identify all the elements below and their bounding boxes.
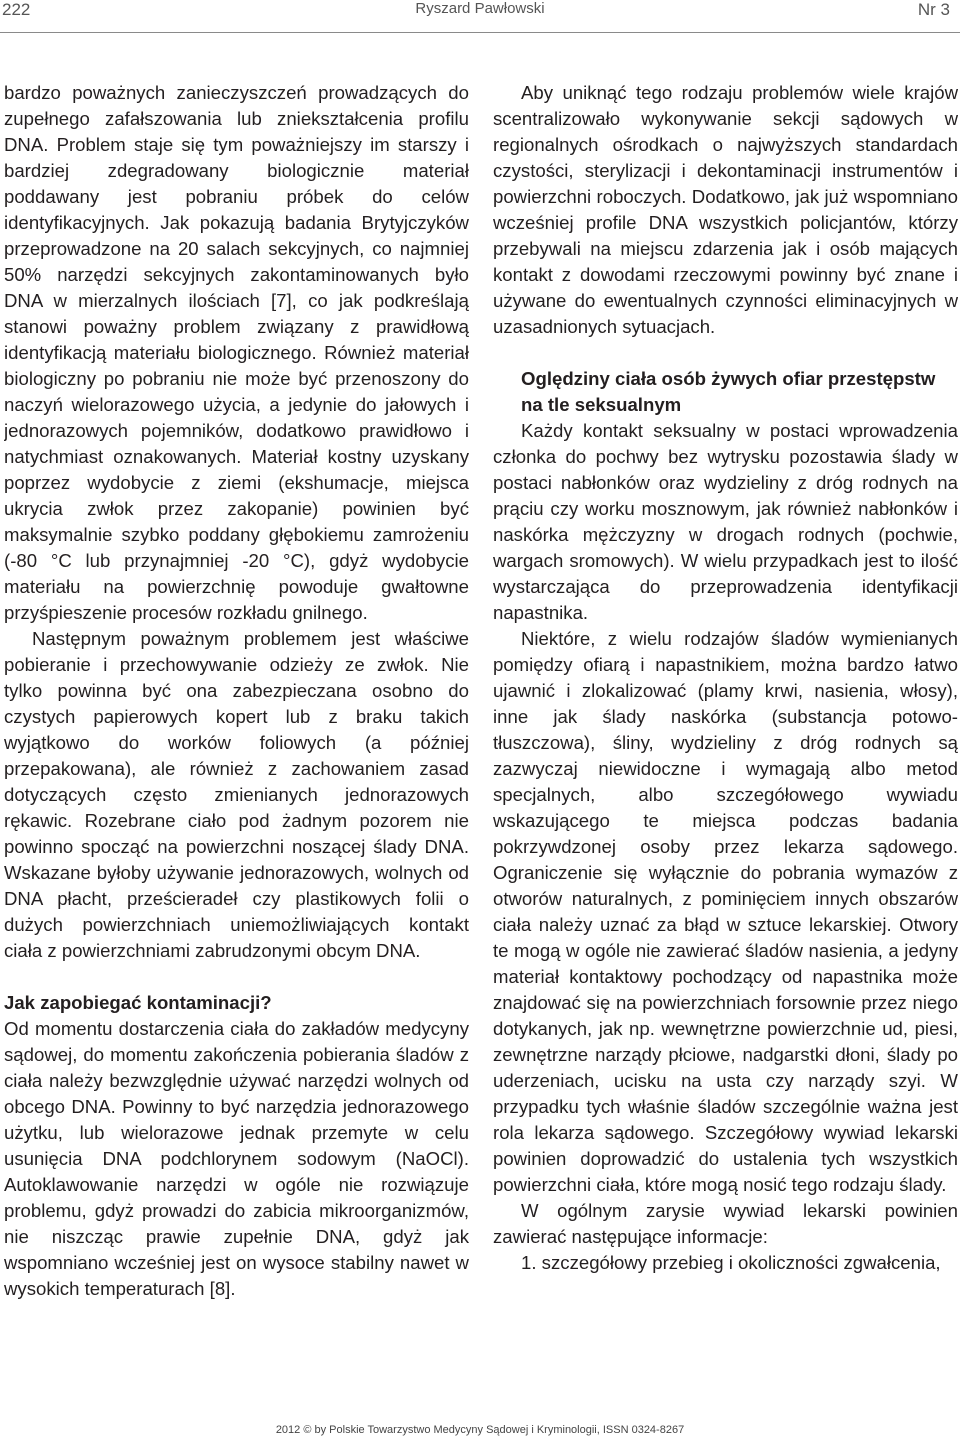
- right-paragraph-1: Aby uniknąć tego rodzaju problemów wiele krajów scentralizowało wykonywanie sekcji sądowych w regionalnych ośrodkach o najwyższych standardach czystości, sterylizacji i dekontaminacji instrumentów i powierzchni roboczych. Dodatkowo, jak już wspomniano wcześniej profile DNA wszystkich policjantów, którzy przebywali na miejscu zdarzenia jak i osób mających kontakt z dowodami rzeczowymi powinny być znane i używane do ewentualnych czynności eliminacyjnych w uzasadnionych sytuacjach.: [493, 82, 958, 337]
- section-heading-examination: Oględziny ciała osób żywych ofiar przestępstw na tle seksualnym: [521, 368, 936, 415]
- running-author: Ryszard Pawłowski: [415, 0, 545, 17]
- running-header: [0, 0, 960, 32]
- footer-text: 2012 © by Polskie Towarzystwo Medycyny Sądowej i Kryminologii, ISSN 0324-8267: [275, 1424, 685, 1436]
- right-paragraph-4: W ogólnym zarysie wywiad lekarski powinien zawierać następujące informacje:: [493, 1200, 958, 1247]
- right-paragraph-2: Każdy kontakt seksualny w postaci wprowadzenia członka do pochwy bez wytrysku pozostawia ślady w postaci nabłonków oraz wydzieliny z dróg rodnych na prąciu czy worku mosznowym, jak również nabłonków i naskórka mężczyzny w drogach rodnych (pochwie, wargach sromowych). W wielu przypadkach jest to ilość wystarczająca do przeprowadzenia identyfikacji napastnika.: [493, 420, 958, 623]
- issue-number: Nr 3: [917, 0, 950, 19]
- copyright-footer: [0, 1424, 960, 1436]
- page-number: 222: [2, 0, 31, 19]
- right-paragraph-3: Niektóre, z wielu rodzajów śladów wymienianych pomiędzy ofiarą i napastnikiem, można bardzo łatwo ujawnić i zlokalizować (plamy krwi, nasienia, włosy), inne jak ślady naskórka (substancja potowo-tłuszczowa), śliny, wydzieliny z dróg rodnych są zazwyczaj niewidoczne i wymagają albo metod specjalnych, albo szczegółowego wywiadu wskazującego te miejsca podczas badania pokrzywdzonej osoby przez lekarza sądowego. Ograniczenie się wyłącznie do pobrania wymazów z otworów naturalnych, z pominięciem innych obszarów ciała należy uznać za błąd w sztuce lekarskiej. Otwory te mogą w ogóle nie zawierać śladów nasienia, a jedyny materiał kontaktowy pochodzący od napastnika może znajdować się na powierzchniach forsownie przez niego dotykanych, jak np. wewnętrzne powierzchnie ud, piesi, zewnętrzne narządy płciowe, nadgarstki dłoni, ślady po uderzeniach, ucisku na usta czy narządy szyi. W przypadku tych właśnie śladów szczególnie ważna jest rola lekarza sądowego. Szczegółowy wywiad lekarski powinien doprowadzić do ustalenia tych wszystkich powierzchni ciała, które mogą nosić tego rodzaju ślady.: [493, 628, 958, 1195]
- left-paragraph-2: Następnym poważnym problemem jest właściwe pobieranie i przechowywanie odzieży ze zwłok. Nie tylko powinna być ona zabezpieczana osobno do czystych papierowych kopert lub z braku takich wyjątkowo do worków foliowych (a później przepakowana), ale również z zachowaniem zasad dotyczących często zmienianych jednorazowych rękawic. Rozebrane ciało pod żadnym pozorem nie powinno spocząć na powierzchni noszącej ślady DNA. Wskazane byłoby używanie jednorazowych, wolnych od DNA płacht, prześcieradeł czy plastikowych folii o dużych powierzchniach uniemożliwiających kontakt ciała z powierzchniami zabrudzonymi obcym DNA.: [4, 628, 469, 961]
- right-column: [493, 80, 958, 1380]
- header-rule: [0, 32, 960, 33]
- right-list-item-1: 1. szczegółowy przebieg i okoliczności zgwałcenia,: [521, 1252, 941, 1273]
- left-paragraph-1: bardzo poważnych zanieczyszczeń prowadzących do zupełnego zafałszowania lub zniekształcenia profilu DNA. Problem staje się tym poważniejszy im starszy i bardziej zdegradowany biologicznie materiał poddawany jest pobraniu próbek do celów identyfikacyjnych. Jak pokazują badania Brytyjczyków przeprowadzone na 20 salach sekcyjnych, co najmniej 50% narzędzi sekcyjnych zakontaminowanych było DNA w mierzalnych ilościach [7], co jak podkreślają stanowi poważny problem związany z prawidłową identyfikacją materiału biologicznego. Również materiał biologiczny po pobraniu nie może być przenoszony do naczyń wielorazowego użycia, a jedynie do jałowych i jednorazowych pojemników, dodatkowo prawidłowo i natychmiast oznakowanych. Materiał kostny uzyskany poprzez wydobycie z ziemi (ekshumacje, miejsca ukrycia zwłok przez zakopanie) powinien być maksymalnie szybko poddany głębokiemu zamrożeniu (-80 °C lub przynajmniej -20 °C), gdyż wydobycie materiału na powierzchnię powoduje gwałtowne przyśpieszenie procesów rozkładu gnilnego.: [4, 82, 469, 623]
- left-paragraph-3: Od momentu dostarczenia ciała do zakładów medycyny sądowej, do momentu zakończenia pobierania śladów z ciała należy bezwzględnie używać narzędzi wolnych od obcego DNA. Powinny to być narzędzia jednorazowego użytku, lub wielorazowe jednak przemyte w celu usunięcia DNA podchlorynem sodowym (NaOCl). Autoklawowanie narzędzi w ogóle nie rozwiązuje problemu, gdyż prowadzi do zabicia mikroorganizmów, nie niszcząc prawie zupełnie DNA, gdyż jak wspomniano wcześniej jest on wysoce stabilny nawet w wysokich temperaturach [8].: [4, 1018, 469, 1299]
- section-heading-contamination: Jak zapobiegać kontaminacji?: [4, 992, 272, 1013]
- left-column: [4, 80, 469, 1380]
